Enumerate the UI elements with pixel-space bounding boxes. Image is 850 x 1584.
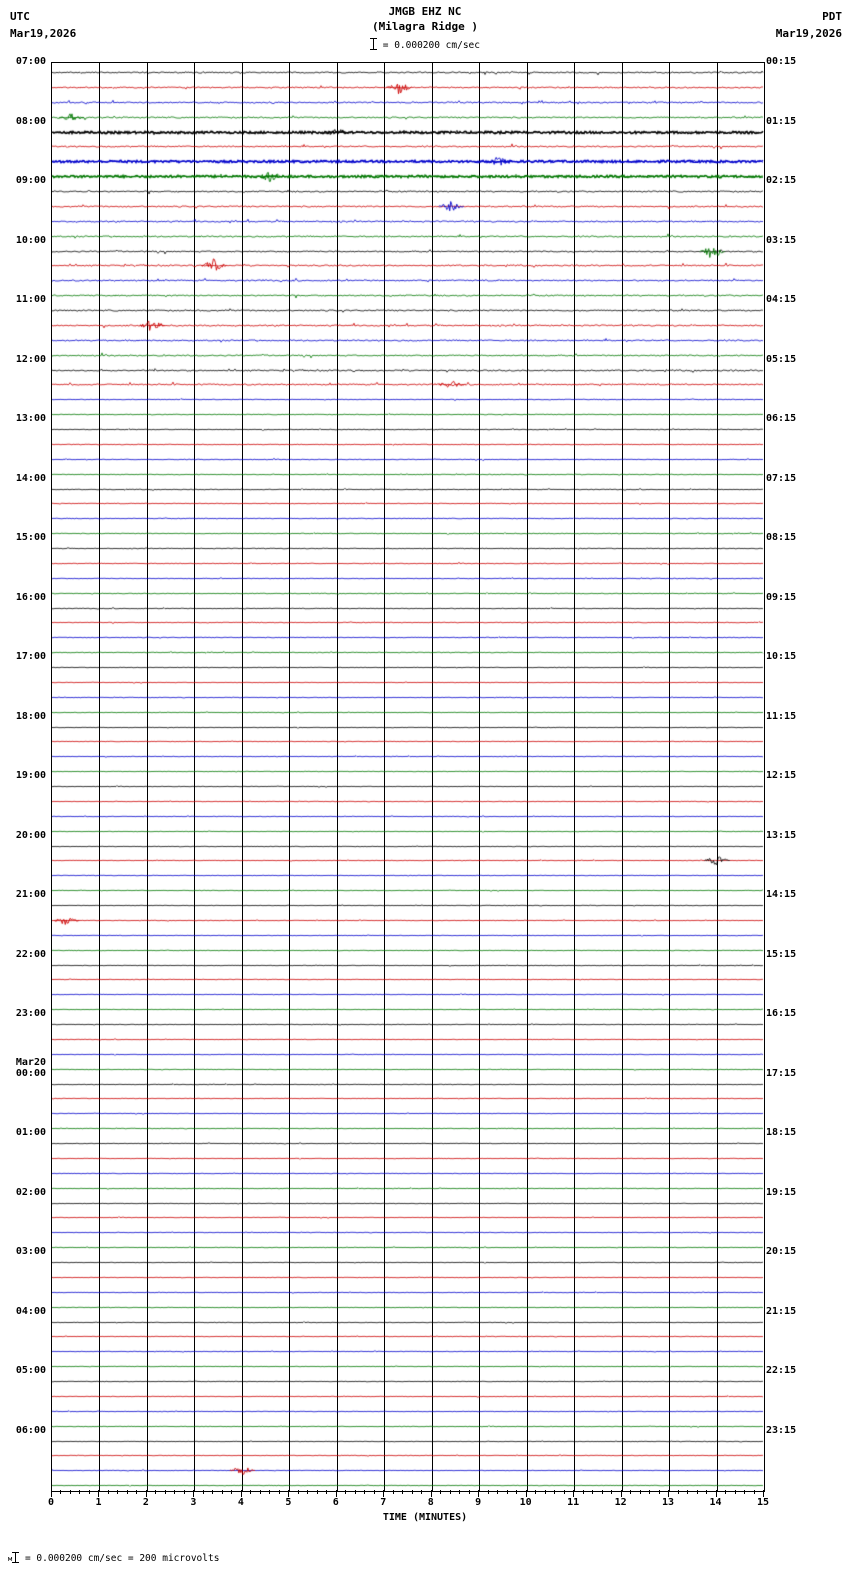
x-tick-label-10: 10 — [519, 1497, 532, 1508]
x-tick-minor — [640, 1490, 641, 1494]
x-tick-minor — [469, 1490, 470, 1494]
x-tick-minor — [602, 1490, 603, 1494]
x-tick-10 — [526, 1490, 527, 1497]
x-tick-1 — [98, 1490, 99, 1497]
x-tick-label-3: 3 — [190, 1497, 197, 1508]
hour-label-pdt-0315: 03:15 — [766, 234, 797, 246]
hour-label-pdt-0215: 02:15 — [766, 175, 797, 186]
x-tick-minor — [174, 1490, 175, 1494]
hour-label-pdt-0615: 06:15 — [766, 413, 797, 424]
x-tick-minor — [516, 1490, 517, 1494]
hour-label-pdt-0115: 01:15 — [766, 115, 797, 127]
hour-label-utc-0600: 06:00 — [15, 1424, 46, 1436]
hour-label-pdt-1415: 14:15 — [766, 889, 797, 900]
x-tick-label-12: 12 — [614, 1497, 627, 1508]
x-tick-minor — [307, 1490, 308, 1494]
header-right-timezone-block — [776, 8, 842, 42]
x-tick-label-6: 6 — [332, 1497, 339, 1508]
x-tick-minor — [60, 1490, 61, 1494]
x-tick-14 — [716, 1490, 717, 1497]
hour-label-pdt-2115: 21:15 — [766, 1305, 797, 1317]
hour-label-utc-2100: 21:00 — [15, 889, 46, 900]
x-tick-minor — [326, 1490, 327, 1494]
x-tick-minor — [212, 1490, 213, 1494]
x-tick-13 — [668, 1490, 669, 1497]
x-tick-minor — [364, 1490, 365, 1494]
hour-label-utc-1700: 17:00 — [15, 651, 46, 662]
hour-label-utc-1800: 18:00 — [15, 710, 46, 722]
left-date-label: Mar19,2026 — [10, 27, 77, 40]
hour-label-pdt-2015: 20:15 — [766, 1246, 797, 1257]
x-tick-minor — [583, 1490, 584, 1494]
x-tick-minor — [564, 1490, 565, 1494]
hour-label-pdt-0015: 00:15 — [766, 56, 797, 67]
x-tick-label-8: 8 — [427, 1497, 434, 1508]
x-tick-minor — [70, 1490, 71, 1494]
x-tick-minor — [155, 1490, 156, 1494]
x-tick-minor — [706, 1490, 707, 1494]
site-subtitle: (Milagra Ridge ) — [372, 20, 478, 33]
x-tick-label-14: 14 — [709, 1497, 722, 1508]
x-tick-minor — [554, 1490, 555, 1494]
hour-label-pdt-1315: 13:15 — [766, 829, 797, 841]
x-tick-label-5: 5 — [285, 1497, 292, 1508]
x-tick-minor — [393, 1490, 394, 1494]
hour-label-utc-0500: 05:00 — [15, 1365, 46, 1376]
hour-label-utc-0800: 08:00 — [15, 115, 46, 127]
x-tick-minor — [222, 1490, 223, 1494]
hour-label-utc-2000: 20:00 — [15, 829, 46, 841]
x-tick-label-4: 4 — [237, 1497, 244, 1508]
x-tick-minor — [203, 1490, 204, 1494]
x-tick-minor — [744, 1490, 745, 1494]
hour-label-utc-1500: 15:00 — [15, 532, 46, 543]
x-tick-minor — [592, 1490, 593, 1494]
x-tick-minor — [611, 1490, 612, 1494]
x-tick-label-13: 13 — [662, 1497, 675, 1508]
x-tick-minor — [355, 1490, 356, 1494]
x-tick-label-11: 11 — [567, 1497, 580, 1508]
hour-label-utc-2300: 23:00 — [15, 1008, 46, 1019]
hour-label-utc-1000: 10:00 — [15, 234, 46, 246]
x-tick-8 — [431, 1490, 432, 1497]
x-tick-label-7: 7 — [380, 1497, 387, 1508]
x-tick-minor — [184, 1490, 185, 1494]
x-tick-3 — [193, 1490, 194, 1497]
x-tick-minor — [697, 1490, 698, 1494]
x-tick-minor — [345, 1490, 346, 1494]
hour-label-utc-0100: 01:00 — [15, 1127, 46, 1138]
hour-label-utc-0200: 02:00 — [15, 1186, 46, 1198]
station-title: JMGB EHZ NC — [388, 5, 462, 18]
hour-label-utc-1900: 19:00 — [15, 770, 46, 781]
x-tick-minor — [412, 1490, 413, 1494]
hour-label-pdt-0815: 08:15 — [766, 532, 797, 543]
x-tick-minor — [687, 1490, 688, 1494]
scale-legend — [0, 38, 850, 51]
hour-label-pdt-0415: 04:15 — [766, 294, 797, 305]
hour-label-pdt-1015: 10:15 — [766, 651, 797, 662]
x-tick-minor — [250, 1490, 251, 1494]
footer-mu-symbol: м — [8, 1555, 13, 1563]
hour-label-utc-0900: 09:00 — [15, 175, 46, 186]
hour-label-pdt-1115: 11:15 — [766, 710, 797, 722]
x-tick-minor — [269, 1490, 270, 1494]
x-tick-minor — [630, 1490, 631, 1494]
hour-label-pdt-2215: 22:15 — [766, 1365, 797, 1376]
x-tick-15 — [763, 1490, 764, 1497]
hour-label-pdt-1515: 15:15 — [766, 948, 797, 960]
x-tick-minor — [89, 1490, 90, 1494]
x-tick-minor — [678, 1490, 679, 1494]
footer-scale-note — [8, 1552, 219, 1564]
x-tick-12 — [621, 1490, 622, 1497]
x-tick-2 — [146, 1490, 147, 1497]
hour-label-pdt-0715: 07:15 — [766, 472, 797, 484]
x-tick-minor — [649, 1490, 650, 1494]
x-tick-minor — [317, 1490, 318, 1494]
x-tick-minor — [136, 1490, 137, 1494]
x-tick-minor — [231, 1490, 232, 1494]
x-tick-minor — [117, 1490, 118, 1494]
x-tick-minor — [402, 1490, 403, 1494]
right-date-label: Mar19,2026 — [775, 27, 842, 40]
footer-scale-bar-icon — [12, 1552, 19, 1563]
x-tick-minor — [260, 1490, 261, 1494]
x-tick-label-9: 9 — [475, 1497, 482, 1508]
hour-label-utc-0400: 04:00 — [15, 1305, 46, 1317]
hour-label-utc-0300: 03:00 — [15, 1246, 46, 1257]
x-tick-5 — [288, 1490, 289, 1497]
x-axis-title: TIME (MINUTES) — [382, 1512, 468, 1523]
x-tick-minor — [488, 1490, 489, 1494]
x-tick-11 — [573, 1490, 574, 1497]
hour-label-utc-1200: 12:00 — [15, 353, 46, 365]
hour-label-utc-1400: 14:00 — [15, 472, 46, 484]
x-tick-4 — [241, 1490, 242, 1497]
x-tick-label-0: 0 — [47, 1497, 55, 1508]
hour-label-pdt-1715: 17:15 — [766, 1067, 797, 1079]
right-timezone-label: PDT — [822, 10, 842, 23]
hour-label-pdt-1215: 12:15 — [766, 770, 797, 781]
x-tick-minor — [298, 1490, 299, 1494]
chart-header — [0, 0, 850, 60]
x-tick-minor — [450, 1490, 451, 1494]
x-tick-minor — [374, 1490, 375, 1494]
left-timezone-label: UTC — [10, 10, 30, 23]
hour-label-utc-0700: 07:00 — [15, 56, 46, 67]
scale-bar-icon — [370, 38, 377, 50]
x-axis — [47, 1490, 770, 1508]
x-tick-minor — [754, 1490, 755, 1494]
hour-label-utc-1600: 16:00 — [15, 591, 46, 603]
x-tick-9 — [478, 1490, 479, 1497]
hour-label-pdt-0515: 05:15 — [766, 353, 797, 365]
hour-label-utc-0000: 00:00 — [15, 1067, 46, 1079]
hour-label-pdt-2315: 23:15 — [766, 1424, 797, 1436]
x-tick-7 — [383, 1490, 384, 1497]
x-tick-minor — [127, 1490, 128, 1494]
x-tick-6 — [336, 1490, 337, 1497]
helicorder-plot — [51, 62, 765, 1492]
x-tick-minor — [279, 1490, 280, 1494]
x-tick-minor — [108, 1490, 109, 1494]
scale-legend-text: = 0.000200 cm/sec — [382, 40, 480, 51]
x-tick-label-15: 15 — [756, 1497, 770, 1508]
day-break-label: Mar20 — [15, 1056, 46, 1068]
header-title-block — [0, 4, 850, 34]
x-tick-minor — [545, 1490, 546, 1494]
hour-label-pdt-1915: 19:15 — [766, 1186, 797, 1198]
hour-label-pdt-0915: 09:15 — [766, 591, 797, 603]
x-tick-label-2: 2 — [142, 1497, 149, 1508]
x-tick-minor — [725, 1490, 726, 1494]
hour-label-utc-1100: 11:00 — [15, 294, 46, 305]
x-tick-minor — [79, 1490, 80, 1494]
hour-label-utc-2200: 22:00 — [15, 948, 46, 960]
x-tick-minor — [507, 1490, 508, 1494]
hour-label-pdt-1615: 16:15 — [766, 1008, 797, 1019]
x-tick-minor — [659, 1490, 660, 1494]
x-tick-minor — [459, 1490, 460, 1494]
x-tick-0 — [51, 1490, 52, 1497]
x-tick-minor — [421, 1490, 422, 1494]
x-tick-minor — [497, 1490, 498, 1494]
x-tick-minor — [165, 1490, 166, 1494]
hour-label-utc-1300: 13:00 — [15, 413, 46, 424]
x-tick-minor — [735, 1490, 736, 1494]
x-tick-label-1: 1 — [95, 1497, 102, 1508]
hour-label-pdt-1815: 18:15 — [766, 1127, 797, 1138]
x-tick-minor — [535, 1490, 536, 1494]
x-tick-minor — [440, 1490, 441, 1494]
footer-text: = 0.000200 cm/sec = 200 microvolts — [24, 1553, 220, 1564]
